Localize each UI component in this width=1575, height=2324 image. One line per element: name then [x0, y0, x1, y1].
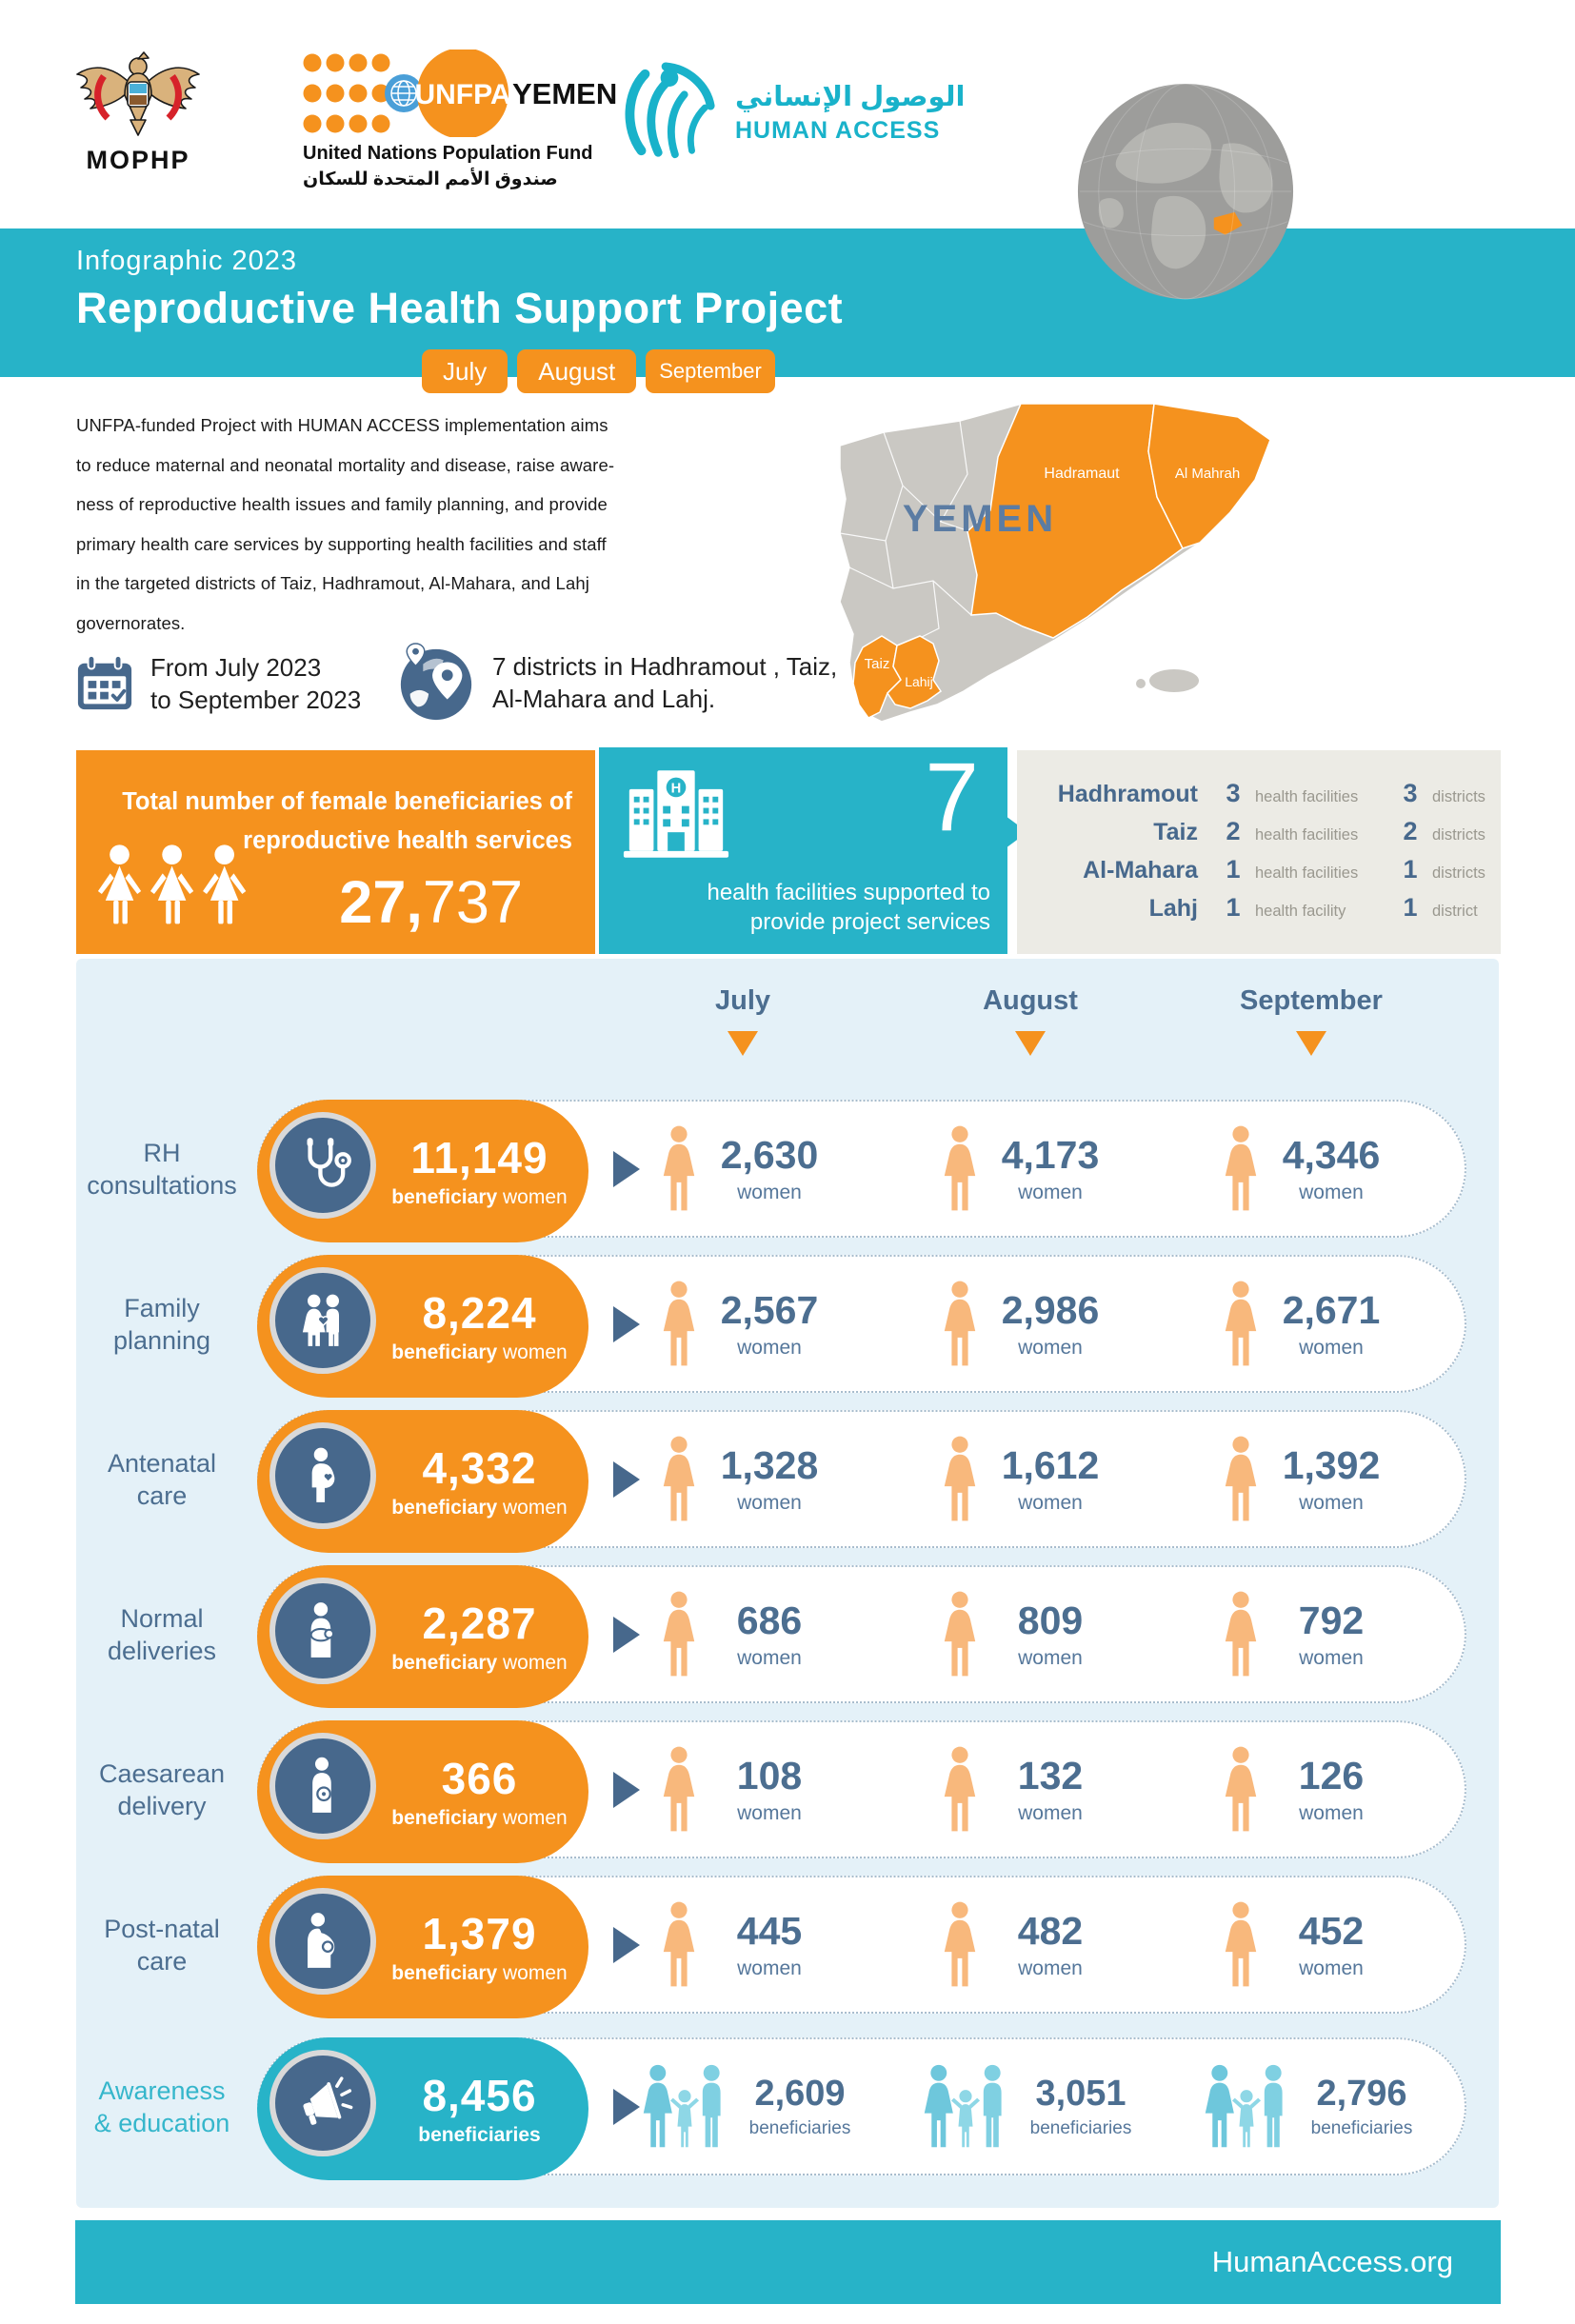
month-button-august[interactable]: August: [517, 349, 636, 393]
header: [0, 0, 1575, 228]
woman-icon: [940, 1124, 980, 1214]
unfpa-acronym: UNFPA: [414, 79, 511, 110]
service-total-value: 11,149: [410, 1133, 548, 1182]
woman-icon: [659, 1124, 699, 1214]
august-value-cell: 4,173 women: [940, 1102, 1106, 1236]
facilities-label-line2: provide project services: [749, 909, 990, 935]
july-value-cell: 686 women: [659, 1567, 826, 1701]
column-header-september: September: [1240, 985, 1383, 1016]
service-row-pill: [257, 1410, 1466, 1548]
september-value-cell: 452 women: [1221, 1877, 1387, 2012]
july-value-cell: 1,328 women: [659, 1412, 826, 1546]
period-line2: to September 2023: [150, 685, 362, 714]
service-row-pill: [257, 1720, 1466, 1858]
service-category-label: Normal deliveries: [107, 1603, 217, 1665]
july-value-cell: 108 women: [659, 1722, 826, 1857]
page-title: Reproductive Health Support Project: [76, 284, 844, 332]
woman-icon: [1221, 1745, 1261, 1835]
districts-line2: Al-Mahara and Lahj.: [492, 685, 716, 713]
service-total-value: 8,224: [422, 1288, 537, 1338]
hospital-icon: [620, 765, 732, 861]
service-category-label: Antenatal care: [107, 1448, 217, 1510]
service-total-pill: [257, 1255, 588, 1398]
service-row-pill: [257, 1876, 1466, 2014]
service-total-pill: [257, 1876, 588, 2018]
arrow-right-icon: [613, 1306, 640, 1342]
woman-icon: [1221, 1124, 1261, 1214]
project-districts: [395, 642, 837, 724]
footer-band: [75, 2220, 1501, 2304]
beneficiaries-panel: [76, 750, 595, 954]
family-icon: [269, 1267, 376, 1374]
footer-website-link[interactable]: HumanAccess.org: [1211, 2245, 1453, 2278]
calendar-icon: [74, 654, 135, 713]
map-lahij-label: Lahij: [905, 674, 933, 689]
service-row-normal-deliveries: [76, 1565, 1499, 1703]
unfpa-country: YEMEN: [512, 77, 617, 110]
facilities-count: 7: [925, 743, 979, 851]
arrow-right-icon: [613, 1772, 640, 1808]
triangle-down-icon: [1015, 1031, 1046, 1056]
woman-icon: [940, 1280, 980, 1369]
unfpa-subtitle-ar: صندوق الأمم المتحدة للسكان: [303, 169, 558, 189]
month-buttons: [422, 349, 775, 393]
map-taiz-label: Taiz: [864, 656, 890, 672]
governorate-row: Al-Mahara 1 health facilities 1 districts: [1083, 855, 1485, 884]
map-hadramaut-label: Hadramaut: [1044, 466, 1120, 482]
governorate-row: Hadhramout 3 health facilities 3 districts: [1057, 779, 1485, 807]
governorates-panel: [1017, 750, 1501, 954]
service-row-pill: [257, 2037, 1466, 2175]
arrow-right-icon: [613, 2089, 640, 2125]
yemen-map: [827, 398, 1284, 755]
service-row-family-planning: [76, 1255, 1499, 1393]
service-category-label: Post-natal care: [104, 1914, 220, 1976]
unfpa-logo: [303, 50, 627, 190]
map-country-label: YEMEN: [902, 498, 1058, 540]
facilities-label-line1: health facilities supported to: [707, 880, 990, 905]
service-category-label: Awareness & education: [93, 2076, 230, 2137]
human-access-mark-icon: [617, 61, 720, 164]
august-value-cell: 3,051 beneficiaries: [921, 2039, 1137, 2174]
august-value-cell: 1,612 women: [940, 1412, 1106, 1546]
service-row-pill: [257, 1565, 1466, 1703]
woman-icon: [659, 1900, 699, 1990]
service-total-value: 366: [441, 1754, 518, 1803]
beneficiaries-title-line2: reproductive health services: [243, 827, 572, 854]
service-row-antenatal-care: [76, 1410, 1499, 1548]
service-total-unit: beneficiary women: [391, 1341, 568, 1363]
triangle-down-icon: [1296, 1031, 1326, 1056]
woman-icon: [1221, 1590, 1261, 1679]
service-total-value: 4,332: [422, 1443, 537, 1493]
arrow-right-icon: [613, 1617, 640, 1653]
service-total-pill: [257, 1720, 588, 1863]
woman-icon: [940, 1590, 980, 1679]
service-category-label: RH consultations: [87, 1138, 237, 1200]
districts-line1: 7 districts in Hadhramout , Taiz,: [492, 652, 838, 681]
service-total-unit: beneficiary women: [391, 1807, 568, 1829]
month-button-july[interactable]: July: [422, 349, 508, 393]
service-total-pill: [257, 2037, 588, 2180]
service-total-pill: [257, 1100, 588, 1242]
service-total-unit: beneficiary women: [391, 1962, 568, 1984]
woman-icon: [659, 1590, 699, 1679]
map-pin-globe-icon: [395, 642, 477, 724]
august-value-cell: 132 women: [940, 1722, 1106, 1857]
july-value-cell: 2,609 beneficiaries: [640, 2039, 856, 2174]
service-category-label: Caesarean delivery: [98, 1758, 226, 1820]
yemen-emblem-icon: [71, 42, 205, 141]
month-button-september[interactable]: September: [646, 349, 775, 393]
period-line1: From July 2023: [150, 653, 322, 682]
woman-icon: [1221, 1280, 1261, 1369]
service-total-pill: [257, 1410, 588, 1553]
july-value-cell: 2,630 women: [659, 1102, 826, 1236]
july-value-cell: 445 women: [659, 1877, 826, 2012]
project-period: [74, 651, 361, 716]
september-value-cell: 4,346 women: [1221, 1102, 1387, 1236]
woman-icon: [1221, 1435, 1261, 1524]
map-al-mahrah-label: Al Mahrah: [1174, 466, 1241, 482]
september-value-cell: 2,671 women: [1221, 1257, 1387, 1391]
september-value-cell: 792 women: [1221, 1567, 1387, 1701]
hospital-h-letter: H: [670, 781, 682, 797]
project-description: UNFPA-funded Project with HUMAN ACCESS implementation aims to reduce maternal and neonatal mortality and disease, raise aware- ness of reproductive health issues and family planning, and provide primary health care services by supporting health facilities and staff in the targeted districts of Taiz, Hadhramout, Al-Mahara, and Lahj governorates.: [76, 415, 615, 633]
service-row-awareness-education: [76, 2037, 1499, 2175]
woman-icon: [940, 1435, 980, 1524]
mophp-logo: [57, 42, 219, 175]
pregnant-woman-icon: [269, 1422, 376, 1529]
governorate-row: Taiz 2 health facilities 2 districts: [1153, 817, 1485, 845]
column-header-august: August: [983, 985, 1078, 1016]
governorate-row: Lahj 1 health facility 1 district: [1148, 893, 1478, 922]
mother-newborn-icon: [269, 1578, 376, 1684]
woman-icon: [940, 1900, 980, 1990]
service-total-unit: beneficiary women: [391, 1652, 568, 1674]
service-row-post-natal-care: [76, 1876, 1499, 2014]
service-row-pill: [257, 1100, 1466, 1238]
woman-icon: [659, 1745, 699, 1835]
human-access-name-en: HUMAN ACCESS: [735, 117, 941, 144]
service-total-pill: [257, 1565, 588, 1708]
socotra-island: [1149, 669, 1199, 692]
globe-icon: [1072, 78, 1299, 305]
beneficiaries-total: 27,737: [339, 869, 523, 936]
triangle-down-icon: [728, 1031, 758, 1056]
family-group-icon: [640, 2062, 729, 2152]
facilities-panel: [599, 743, 1007, 954]
stethoscope-icon: [269, 1112, 376, 1219]
unfpa-mark-icon: [303, 50, 617, 137]
september-value-cell: 1,392 women: [1221, 1412, 1387, 1546]
unfpa-subtitle-en: United Nations Population Fund: [303, 143, 593, 164]
arrow-right-icon: [613, 1927, 640, 1963]
arrow-right-icon: [613, 1151, 640, 1187]
woman-icon: [940, 1745, 980, 1835]
service-total-value: 1,379: [422, 1909, 537, 1958]
service-total-unit: beneficiary women: [391, 1186, 568, 1208]
service-total-value: 8,456: [422, 2071, 537, 2120]
august-value-cell: 482 women: [940, 1877, 1106, 2012]
service-category-label: Family planning: [112, 1293, 211, 1355]
megaphone-icon: [269, 2050, 376, 2156]
mophp-label: MOPHP: [86, 146, 190, 174]
service-total-value: 2,287: [422, 1599, 537, 1648]
breastfeeding-icon: [269, 1888, 376, 1995]
infographic-kicker: Infographic 2023: [76, 246, 298, 276]
service-row-pill: [257, 1255, 1466, 1393]
september-value-cell: 126 women: [1221, 1722, 1387, 1857]
caesarean-icon: [269, 1733, 376, 1839]
service-row-caesarean-delivery: [76, 1720, 1499, 1858]
service-total-unit: beneficiary women: [391, 1497, 568, 1519]
human-access-logo: [617, 61, 966, 164]
woman-icon: [659, 1435, 699, 1524]
title-banner: [0, 228, 1575, 386]
family-group-icon: [921, 2062, 1010, 2152]
july-value-cell: 2,567 women: [659, 1257, 826, 1391]
september-value-cell: 2,796 beneficiaries: [1202, 2039, 1418, 2174]
woman-icon: [1221, 1900, 1261, 1990]
column-header-july: July: [714, 985, 771, 1016]
family-group-icon: [1202, 2062, 1291, 2152]
services-table: [76, 959, 1499, 2208]
woman-icon: [659, 1280, 699, 1369]
service-row-rh-consultations: [76, 1100, 1499, 1238]
intro-section: [0, 377, 1575, 762]
beneficiaries-title-line1: Total number of female beneficiaries of: [122, 788, 572, 815]
august-value-cell: 2,986 women: [940, 1257, 1106, 1391]
arrow-right-icon: [613, 1461, 640, 1498]
service-total-unit: beneficiaries: [418, 2124, 541, 2146]
human-access-name-ar: الوصول الإنساني: [735, 82, 966, 112]
august-value-cell: 809 women: [940, 1567, 1106, 1701]
